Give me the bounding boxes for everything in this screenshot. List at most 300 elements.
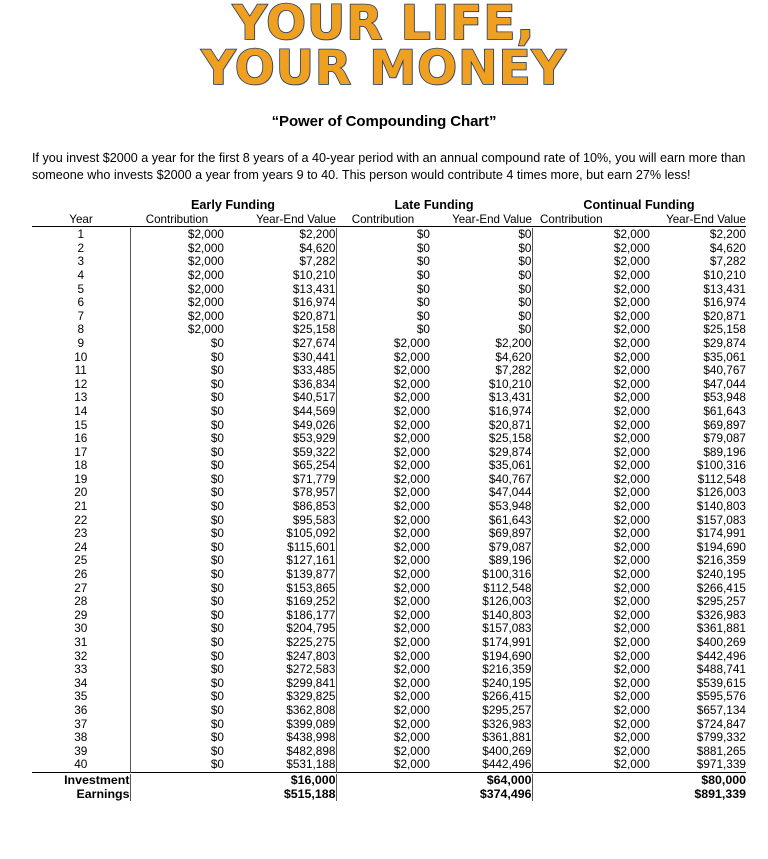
row-late-contrib|l_c: $2,000 [336, 473, 430, 487]
table-row [32, 745, 746, 759]
row-late-contrib|l_c: $0 [336, 228, 430, 242]
row-year|year: 7 [77, 308, 85, 323]
row-early-contrib|e_c: $0 [130, 500, 224, 514]
table-row [32, 391, 746, 405]
row-early-contrib|e_c: $0 [130, 419, 224, 433]
masthead-line-1: YOUR LIFE, [232, 0, 536, 51]
row-cont-contrib|c_c: $2,000 [532, 500, 650, 514]
row-cont-value|c_v: $400,269 [696, 635, 746, 649]
row-cont-value|c_v: $539,615 [696, 675, 746, 690]
subheader-late-contribution: Contribution [351, 212, 415, 226]
row-year|year: 23 [74, 526, 88, 541]
table-row [32, 405, 746, 419]
row-cont-contrib|c_c: $2,000 [532, 337, 650, 351]
row-late-value|l_v: $61,643 [488, 512, 532, 527]
table-row [32, 446, 746, 460]
row-early-contrib|e_c: $0 [130, 364, 224, 378]
row-early-contrib|e_c: $0 [130, 459, 224, 473]
row-cont-value|c_v: $657,134 [696, 702, 746, 717]
row-early-contrib|e_c: $0 [130, 718, 224, 732]
row-early-contrib|e_c: $2,000 [130, 255, 224, 269]
row-early-value|e_v: $27,674 [292, 335, 336, 350]
row-year|year: 39 [74, 743, 88, 758]
row-year|year: 24 [74, 539, 88, 554]
row-cont-value|c_v: $140,803 [696, 499, 746, 514]
row-late-value|l_v: $0 [518, 267, 532, 282]
row-early-value|e_v: $4,620 [299, 240, 336, 255]
table-row [32, 582, 746, 596]
row-year|year: 3 [77, 254, 85, 269]
row-early-contrib|e_c: $2,000 [130, 228, 224, 242]
row-cont-contrib|c_c: $2,000 [532, 486, 650, 500]
row-year|year: 20 [74, 485, 88, 500]
row-late-value|l_v: $0 [518, 240, 532, 255]
summary-spacer [532, 788, 650, 802]
row-year|year: 26 [74, 567, 88, 582]
summary-spacer [336, 774, 430, 788]
row-cont-contrib|c_c: $2,000 [532, 677, 650, 691]
row-early-contrib|e_c: $0 [130, 351, 224, 365]
row-year|year: 18 [74, 458, 88, 473]
funding-table-body [32, 228, 746, 772]
row-early-contrib|e_c: $2,000 [130, 296, 224, 310]
row-early-value|e_v: $169,252 [286, 594, 336, 609]
row-late-value|l_v: $0 [518, 308, 532, 323]
summary-late: $374,496 [479, 786, 532, 801]
row-year|year: 36 [74, 702, 88, 717]
row-late-contrib|l_c: $0 [336, 269, 430, 283]
row-early-contrib|e_c: $0 [130, 690, 224, 704]
row-cont-contrib|c_c: $2,000 [532, 242, 650, 256]
row-year|year: 14 [74, 403, 88, 418]
group-header-continual: Continual Funding [583, 198, 695, 212]
row-early-value|e_v: $13,431 [292, 281, 336, 296]
row-early-value|e_v: $362,808 [286, 702, 336, 717]
row-cont-contrib|c_c: $2,000 [532, 554, 650, 568]
row-late-contrib|l_c: $0 [336, 323, 430, 337]
row-cont-value|c_v: $13,431 [703, 281, 746, 296]
row-late-value|l_v: $0 [518, 254, 532, 269]
row-late-contrib|l_c: $2,000 [336, 704, 430, 718]
row-early-contrib|e_c: $0 [130, 582, 224, 596]
row-year|year: 16 [74, 431, 88, 446]
row-year|year: 10 [74, 349, 88, 364]
row-late-value|l_v: $89,196 [488, 553, 532, 568]
row-year|year: 17 [74, 444, 88, 459]
row-late-value|l_v: $400,269 [482, 743, 532, 758]
row-cont-contrib|c_c: $2,000 [532, 364, 650, 378]
row-year|year: 19 [74, 471, 88, 486]
row-cont-value|c_v: $442,496 [696, 648, 746, 663]
row-cont-value|c_v: $295,257 [696, 594, 746, 609]
row-cont-contrib|c_c: $2,000 [532, 745, 650, 759]
row-early-value|e_v: $49,026 [292, 417, 336, 432]
subheader-early-contribution: Contribution [145, 212, 209, 226]
summary-row [32, 774, 746, 788]
row-early-value|e_v: $299,841 [286, 675, 336, 690]
table-row [32, 323, 746, 337]
row-cont-contrib|c_c: $2,000 [532, 650, 650, 664]
row-late-contrib|l_c: $2,000 [336, 731, 430, 745]
row-year|year: 21 [74, 499, 88, 514]
row-early-contrib|e_c: $0 [130, 731, 224, 745]
table-row [32, 595, 746, 609]
summary-continual: $80,000 [701, 772, 746, 787]
row-cont-contrib|c_c: $2,000 [532, 609, 650, 623]
row-year|year: 6 [77, 295, 85, 310]
row-cont-contrib|c_c: $2,000 [532, 432, 650, 446]
row-cont-contrib|c_c: $2,000 [532, 718, 650, 732]
row-late-value|l_v: $0 [518, 295, 532, 310]
row-year|year: 27 [74, 580, 88, 595]
summary-early: $16,000 [290, 772, 336, 787]
masthead-line-2: YOUR MONEY [201, 41, 567, 96]
row-late-value|l_v: $0 [518, 227, 532, 242]
row-early-value|e_v: $225,275 [286, 635, 336, 649]
row-late-value|l_v: $13,431 [488, 390, 532, 405]
row-late-contrib|l_c: $2,000 [336, 500, 430, 514]
table-row [32, 527, 746, 541]
summary-spacer [336, 788, 430, 802]
table-row [32, 419, 746, 433]
table-row [32, 758, 746, 772]
row-early-value|e_v: $53,929 [292, 431, 336, 446]
row-late-contrib|l_c: $0 [336, 283, 430, 297]
row-cont-value|c_v: $361,881 [696, 621, 746, 636]
table-row [32, 636, 746, 650]
masthead [0, 0, 768, 96]
row-early-value|e_v: $20,871 [292, 308, 336, 323]
row-early-contrib|e_c: $0 [130, 541, 224, 555]
row-early-value|e_v: $65,254 [292, 458, 336, 473]
subheader-early-value: Year-End Value [256, 212, 336, 226]
row-late-value|l_v: $10,210 [488, 376, 532, 391]
row-early-contrib|e_c: $2,000 [130, 323, 224, 337]
row-early-value|e_v: $438,998 [286, 730, 336, 745]
table-row [32, 432, 746, 446]
row-cont-value|c_v: $174,991 [696, 526, 746, 541]
row-year|year: 22 [74, 512, 88, 527]
page-subtitle: “Power of Compounding Chart” [271, 113, 497, 130]
row-late-contrib|l_c: $2,000 [336, 364, 430, 378]
subheader-row [32, 213, 746, 227]
row-early-value|e_v: $247,803 [286, 648, 336, 663]
row-early-value|e_v: $44,569 [292, 403, 336, 418]
row-cont-contrib|c_c: $2,000 [532, 323, 650, 337]
table-row [32, 269, 746, 283]
table-row [32, 718, 746, 732]
row-cont-contrib|c_c: $2,000 [532, 310, 650, 324]
row-late-value|l_v: $126,003 [482, 594, 532, 609]
row-cont-contrib|c_c: $2,000 [532, 255, 650, 269]
summary-spacer [130, 774, 224, 788]
row-cont-value|c_v: $79,087 [703, 431, 746, 446]
row-year|year: 4 [77, 267, 85, 282]
row-cont-value|c_v: $126,003 [696, 485, 746, 500]
row-year|year: 34 [74, 675, 88, 690]
row-early-contrib|e_c: $0 [130, 704, 224, 718]
row-cont-contrib|c_c: $2,000 [532, 446, 650, 460]
row-early-value|e_v: $531,188 [286, 757, 336, 772]
row-late-value|l_v: $16,974 [488, 403, 532, 418]
row-late-contrib|l_c: $2,000 [336, 609, 430, 623]
row-cont-contrib|c_c: $2,000 [532, 541, 650, 555]
summary-late: $64,000 [486, 772, 532, 787]
funding-table-summary [32, 774, 746, 801]
row-late-contrib|l_c: $2,000 [336, 758, 430, 772]
row-early-contrib|e_c: $0 [130, 745, 224, 759]
row-late-contrib|l_c: $2,000 [336, 650, 430, 664]
row-early-contrib|e_c: $0 [130, 568, 224, 582]
row-early-value|e_v: $105,092 [286, 526, 336, 541]
table-row [32, 731, 746, 745]
row-late-contrib|l_c: $0 [336, 296, 430, 310]
table-row [32, 486, 746, 500]
row-cont-contrib|c_c: $2,000 [532, 758, 650, 772]
row-late-value|l_v: $4,620 [495, 349, 532, 364]
row-year|year: 5 [77, 281, 85, 296]
row-late-contrib|l_c: $2,000 [336, 690, 430, 704]
table-row [32, 473, 746, 487]
row-cont-value|c_v: $595,576 [696, 689, 746, 704]
row-early-value|e_v: $7,282 [299, 254, 336, 269]
row-year|year: 37 [74, 716, 88, 731]
row-late-value|l_v: $194,690 [482, 648, 532, 663]
table-row [32, 650, 746, 664]
row-cont-contrib|c_c: $2,000 [532, 582, 650, 596]
row-early-contrib|e_c: $0 [130, 650, 224, 664]
subheader-year: Year [69, 212, 93, 226]
row-late-value|l_v: $79,087 [488, 539, 532, 554]
table-row [32, 568, 746, 582]
row-early-value|e_v: $33,485 [292, 363, 336, 378]
row-late-contrib|l_c: $0 [336, 255, 430, 269]
row-late-value|l_v: $35,061 [488, 458, 532, 473]
row-year|year: 8 [77, 322, 85, 337]
row-cont-value|c_v: $2,200 [709, 227, 746, 242]
row-late-contrib|l_c: $2,000 [336, 527, 430, 541]
row-late-value|l_v: $266,415 [482, 689, 532, 704]
row-early-contrib|e_c: $0 [130, 446, 224, 460]
row-cont-value|c_v: $724,847 [696, 716, 746, 731]
row-cont-contrib|c_c: $2,000 [532, 419, 650, 433]
row-cont-value|c_v: $35,061 [703, 349, 746, 364]
row-early-value|e_v: $127,161 [286, 553, 336, 568]
row-cont-contrib|c_c: $2,000 [532, 283, 650, 297]
row-late-contrib|l_c: $2,000 [336, 745, 430, 759]
row-early-value|e_v: $399,089 [286, 716, 336, 731]
row-early-value|e_v: $78,957 [292, 485, 336, 500]
row-late-contrib|l_c: $2,000 [336, 514, 430, 528]
row-late-contrib|l_c: $2,000 [336, 541, 430, 555]
row-cont-contrib|c_c: $2,000 [532, 690, 650, 704]
intro-paragraph: If you invest $2000 a year for the first 8 years of a 40-year period with an annual compound rate of 10%, you will earn more than someone who invests $2000 a year from years 9 to 40. This person would contribute 4 times more, but earn 27% less! [32, 151, 746, 182]
summary-spacer [130, 788, 224, 802]
row-early-value|e_v: $186,177 [286, 607, 336, 622]
row-late-contrib|l_c: $2,000 [336, 419, 430, 433]
row-cont-value|c_v: $47,044 [703, 376, 746, 391]
row-cont-value|c_v: $216,359 [696, 553, 746, 568]
row-late-value|l_v: $326,983 [482, 716, 532, 731]
row-late-contrib|l_c: $0 [336, 310, 430, 324]
row-early-value|e_v: $153,865 [286, 580, 336, 595]
row-late-contrib|l_c: $2,000 [336, 568, 430, 582]
group-header-row [32, 199, 746, 213]
row-early-contrib|e_c: $0 [130, 622, 224, 636]
row-cont-contrib|c_c: $2,000 [532, 405, 650, 419]
row-late-contrib|l_c: $2,000 [336, 595, 430, 609]
row-cont-value|c_v: $240,195 [696, 567, 746, 582]
row-late-contrib|l_c: $0 [336, 242, 430, 256]
row-late-contrib|l_c: $2,000 [336, 432, 430, 446]
table-row [32, 541, 746, 555]
row-early-value|e_v: $16,974 [292, 295, 336, 310]
row-early-contrib|e_c: $2,000 [130, 269, 224, 283]
subheader-continual-value: Year-End Value [666, 212, 746, 226]
row-late-contrib|l_c: $2,000 [336, 351, 430, 365]
table-row [32, 459, 746, 473]
row-cont-value|c_v: $20,871 [703, 308, 746, 323]
row-cont-value|c_v: $326,983 [696, 607, 746, 622]
summary-label: Earnings [76, 786, 130, 801]
row-early-contrib|e_c: $0 [130, 432, 224, 446]
row-early-value|e_v: $36,834 [292, 376, 336, 391]
table-row [32, 690, 746, 704]
table-row [32, 663, 746, 677]
table-row [32, 677, 746, 691]
summary-label: Investment [64, 772, 130, 787]
row-cont-contrib|c_c: $2,000 [532, 391, 650, 405]
row-late-value|l_v: $2,200 [495, 335, 532, 350]
row-late-contrib|l_c: $2,000 [336, 622, 430, 636]
row-cont-contrib|c_c: $2,000 [532, 473, 650, 487]
row-cont-value|c_v: $69,897 [703, 417, 746, 432]
row-early-value|e_v: $139,877 [286, 567, 336, 582]
group-header-early: Early Funding [191, 198, 275, 212]
row-late-value|l_v: $140,803 [482, 607, 532, 622]
row-early-contrib|e_c: $0 [130, 677, 224, 691]
row-cont-contrib|c_c: $2,000 [532, 527, 650, 541]
table-row [32, 228, 746, 242]
table-row [32, 609, 746, 623]
row-late-value|l_v: $7,282 [495, 363, 532, 378]
row-early-contrib|e_c: $0 [130, 758, 224, 772]
group-header-late: Late Funding [394, 198, 474, 212]
row-year|year: 1 [77, 227, 85, 242]
row-late-contrib|l_c: $2,000 [336, 459, 430, 473]
row-early-contrib|e_c: $0 [130, 473, 224, 487]
row-late-value|l_v: $20,871 [488, 417, 532, 432]
row-early-contrib|e_c: $0 [130, 527, 224, 541]
summary-row [32, 788, 746, 802]
row-cont-value|c_v: $971,339 [696, 757, 746, 772]
table-row [32, 554, 746, 568]
row-year|year: 11 [74, 363, 87, 378]
row-early-contrib|e_c: $0 [130, 337, 224, 351]
row-early-value|e_v: $25,158 [292, 322, 336, 337]
row-late-value|l_v: $47,044 [488, 485, 532, 500]
row-cont-contrib|c_c: $2,000 [532, 704, 650, 718]
row-cont-value|c_v: $881,265 [696, 743, 746, 758]
row-year|year: 29 [74, 607, 88, 622]
row-cont-value|c_v: $100,316 [696, 458, 746, 473]
table-row [32, 337, 746, 351]
row-year|year: 28 [74, 594, 88, 609]
row-year|year: 31 [74, 635, 88, 649]
row-late-contrib|l_c: $2,000 [336, 718, 430, 732]
row-year|year: 15 [74, 417, 88, 432]
row-late-value|l_v: $29,874 [488, 444, 532, 459]
subheader-continual-contribution: Contribution [540, 212, 603, 226]
row-late-value|l_v: $295,257 [482, 702, 532, 717]
row-late-value|l_v: $25,158 [488, 431, 532, 446]
row-early-value|e_v: $115,601 [287, 539, 336, 554]
summary-spacer [532, 774, 650, 788]
row-year|year: 2 [77, 240, 85, 255]
row-cont-value|c_v: $112,548 [697, 471, 746, 486]
row-late-value|l_v: $53,948 [488, 499, 532, 514]
row-early-value|e_v: $71,779 [292, 471, 336, 486]
row-early-value|e_v: $59,322 [292, 444, 336, 459]
row-early-contrib|e_c: $0 [130, 391, 224, 405]
row-late-value|l_v: $361,881 [482, 730, 532, 745]
row-late-value|l_v: $216,359 [482, 662, 532, 677]
row-late-value|l_v: $0 [518, 322, 532, 337]
row-cont-value|c_v: $10,210 [703, 267, 746, 282]
row-late-value|l_v: $69,897 [488, 526, 532, 541]
row-cont-value|c_v: $53,948 [703, 390, 746, 405]
row-early-value|e_v: $482,898 [286, 743, 336, 758]
row-late-contrib|l_c: $2,000 [336, 663, 430, 677]
row-early-value|e_v: $95,583 [292, 512, 336, 527]
row-early-value|e_v: $40,517 [292, 390, 336, 405]
row-cont-contrib|c_c: $2,000 [532, 378, 650, 392]
row-cont-contrib|c_c: $2,000 [532, 636, 650, 650]
row-cont-contrib|c_c: $2,000 [532, 731, 650, 745]
row-cont-value|c_v: $4,620 [709, 240, 746, 255]
row-late-contrib|l_c: $2,000 [336, 677, 430, 691]
row-year|year: 38 [74, 730, 88, 745]
row-late-contrib|l_c: $2,000 [336, 446, 430, 460]
row-early-contrib|e_c: $0 [130, 378, 224, 392]
row-early-contrib|e_c: $0 [130, 609, 224, 623]
row-late-contrib|l_c: $2,000 [336, 378, 430, 392]
row-cont-contrib|c_c: $2,000 [532, 622, 650, 636]
row-early-contrib|e_c: $2,000 [130, 283, 224, 297]
row-late-value|l_v: $40,767 [488, 471, 532, 486]
row-year|year: 35 [74, 689, 88, 704]
row-cont-contrib|c_c: $2,000 [532, 514, 650, 528]
row-late-contrib|l_c: $2,000 [336, 486, 430, 500]
row-year|year: 32 [74, 648, 88, 663]
row-cont-value|c_v: $40,767 [703, 363, 746, 378]
row-late-value|l_v: $112,548 [483, 580, 532, 595]
row-early-value|e_v: $30,441 [292, 349, 336, 364]
row-early-value|e_v: $204,795 [286, 621, 336, 636]
row-cont-contrib|c_c: $2,000 [532, 269, 650, 283]
row-early-value|e_v: $2,200 [299, 227, 336, 242]
row-year|year: 12 [74, 376, 88, 391]
table-row [32, 296, 746, 310]
row-cont-contrib|c_c: $2,000 [532, 595, 650, 609]
row-year|year: 25 [74, 553, 88, 568]
row-early-contrib|e_c: $2,000 [130, 310, 224, 324]
row-late-contrib|l_c: $2,000 [336, 391, 430, 405]
row-early-value|e_v: $272,583 [286, 662, 336, 677]
row-late-contrib|l_c: $2,000 [336, 636, 430, 650]
table-row [32, 514, 746, 528]
table-row [32, 310, 746, 324]
